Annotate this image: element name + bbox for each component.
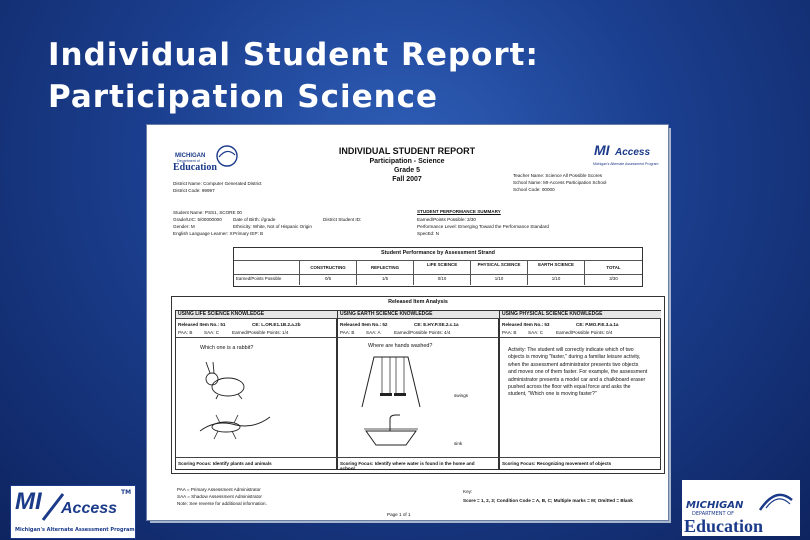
report-term: Fall 2007 <box>392 176 422 183</box>
performance-summary-heading: STUDENT PERFORMANCE SUMMARY <box>417 209 501 214</box>
panel-life-saa: SAA: C <box>204 330 220 335</box>
panel-physical-focus: Scoring Focus: Recognizing movement of objects <box>502 461 612 466</box>
ethnicity: Ethnicity: White, Not of Hispanic Origin <box>233 224 312 229</box>
panel-life-question: Which one is a rabbit? <box>200 345 254 351</box>
panel-earth-earned: Earned/Possible Points: 4/4 <box>394 330 451 335</box>
report-logo-dept: Department of <box>177 159 200 163</box>
strand-value-constructing: 0/5 <box>300 273 357 285</box>
report-grade: Grade 5 <box>393 167 421 174</box>
michigan-logo-book-icon <box>756 482 796 514</box>
footer-note: Note: See reverse for additional information. <box>177 501 267 506</box>
panel-life-focus: Scoring Focus: Identify plants and animals <box>178 461 272 466</box>
footer-key-values: Score = 1, 2, 3; Condition Code = A, B, C; Multiple marks = M; Omitted = Blank <box>463 498 633 503</box>
strand-col-reflecting: REFLECTING <box>357 261 414 274</box>
report-logo-michigan: MICHIGAN <box>175 153 206 159</box>
ell: English Language Learner: X <box>173 231 233 236</box>
panel-life-paa: PAA: B <box>178 330 193 335</box>
strand-table-title: Student Performance by Assessment Strand <box>381 250 495 256</box>
panel-physical-header: USING PHYSICAL SCIENCE KNOWLEDGE <box>500 311 661 319</box>
slide-title-line2: Participation Science <box>48 79 439 115</box>
panel-physical-ce: CE: P.MO.P.E.3.a.1a <box>576 322 619 327</box>
slide-title-line1: Individual Student Report: <box>48 37 539 73</box>
panel-earth-paa: PAA: B <box>340 330 355 335</box>
panel-life-ce: CE: L.OR.E1.1B.2.a.2b <box>252 322 301 327</box>
strand-table <box>233 247 643 287</box>
panel-earth-science <box>337 310 499 470</box>
rabbit-icon <box>198 361 258 401</box>
mi-access-logo-tm: TM <box>121 489 132 496</box>
michigan-education-logo <box>682 480 800 536</box>
district-name: District Name: Computer Generated District <box>173 181 262 186</box>
school-name: School Name: MI-Access Participation School <box>513 180 607 185</box>
swings-icon <box>356 353 426 409</box>
released-title: Released Item Analysis <box>388 299 448 305</box>
page-number: Page 1 of 1 <box>387 512 411 517</box>
report-logo-seal-icon <box>213 143 241 169</box>
performance-level: Performance Level: Emerging Toward the Performance Standard <box>417 224 549 229</box>
strand-value-row <box>234 273 642 285</box>
mi-access-logo-tagline: Michigan's Alternate Assessment Program <box>15 527 135 533</box>
sink-icon <box>360 411 430 449</box>
footer-saa: SAA = Shadow Assessment Administrator <box>177 494 262 499</box>
report-access-logo: Access <box>615 147 651 158</box>
school-code: School Code: 00000 <box>513 187 555 192</box>
district-student-id: District Student ID: <box>323 217 362 222</box>
panel-earth-saa: SAA: A <box>366 330 381 335</box>
strand-col-life: LIFE SCIENCE <box>414 261 471 274</box>
gender: Gender: M <box>173 224 195 229</box>
mi-access-logo-access: Access <box>61 500 118 517</box>
panel-physical-item: Released Item No.: 53 <box>502 322 550 327</box>
strand-col-total: TOTAL <box>606 265 621 270</box>
earned-points-summary: Earned/Points Possible: 3/30 <box>417 217 476 222</box>
student-name: Student Name: PSS1, SCORE 00 <box>173 210 242 215</box>
strand-row-label: Earned/Points Possible <box>234 273 300 285</box>
label-sink: sink <box>454 441 463 446</box>
district-code: District Code: 99997 <box>173 188 215 193</box>
strand-col-earth: EARTH SCIENCE <box>528 261 585 274</box>
michigan-logo-text: MICHIGAN <box>686 500 744 511</box>
strand-value-total: 3/30 <box>609 276 618 281</box>
panel-earth-question: Where are hands washed? <box>368 343 433 349</box>
strand-value-reflecting: 1/5 <box>357 273 414 285</box>
michigan-logo-dept: DEPARTMENT OF <box>692 511 734 517</box>
report-title: INDIVIDUAL STUDENT REPORT <box>338 146 476 156</box>
teacher-name: Teacher Name: Science All Possible Scores <box>513 173 603 178</box>
panel-life-earned: Earned/Possible Points: 1/4 <box>232 330 289 335</box>
report-subtitle: Participation - Science <box>369 158 445 165</box>
panel-earth-ce: CE: E.HY.P.SE.2.c.1a <box>414 322 459 327</box>
slide-title <box>48 34 539 118</box>
report-mi-access-tag: Michigan's Alternate Assessment Program <box>593 162 659 166</box>
panel-life-item: Released Item No.: 51 <box>178 322 226 327</box>
released-item-analysis <box>171 296 665 474</box>
strand-value-earth: 1/10 <box>528 273 585 285</box>
mi-access-logo <box>10 485 136 539</box>
label-swings: swings <box>454 393 469 398</box>
strand-value-physical: 1/10 <box>471 273 528 285</box>
panel-physical-science <box>499 310 661 470</box>
strand-col-physical: PHYSICAL SCIENCE <box>471 261 528 274</box>
report-mi-logo: MI <box>594 142 610 158</box>
report-logo-education: Education <box>173 162 217 173</box>
date-of-birth: Date of Birth: //grade <box>233 217 276 222</box>
panel-life-header: USING LIFE SCIENCE KNOWLEDGE <box>176 311 337 319</box>
student-report-document <box>146 124 669 521</box>
special-ed: SpecEd: N <box>417 231 439 236</box>
michigan-logo-education: Education <box>684 516 764 536</box>
footer-key: Key: <box>463 489 473 494</box>
panel-physical-earned: Earned/Possible Points: 0/4 <box>556 330 613 335</box>
panel-physical-saa: SAA: C <box>528 330 544 335</box>
panel-life-science <box>175 310 337 470</box>
strand-value-life: 0/10 <box>414 273 471 285</box>
panel-physical-paa: PAA: B <box>502 330 517 335</box>
panel-earth-focus: Scoring Focus: Identify where water is found in the home and school <box>340 461 475 471</box>
panel-physical-activity: Activity: The student will correctly indicate which of two objects is moving "faster," during a familiar leisure activity, when the assessment administrator presents two objects and moves one of them faster. For example, the assessment administrator presents a model car and a chalkboard eraser pushed across the floor with equal force and asks the student, "Which one is moving faster?" <box>508 347 648 398</box>
grade-uic: Grade/UIC: 5/00000000 <box>173 217 222 222</box>
primary-iep: Primary IEP: B <box>233 231 264 236</box>
lizard-icon <box>196 409 276 447</box>
panel-earth-header: USING EARTH SCIENCE KNOWLEDGE <box>338 311 499 319</box>
footer-paa: PAA = Primary Assessment Administrator <box>177 487 261 492</box>
panel-earth-item: Released Item No.: 52 <box>340 322 388 327</box>
mi-access-logo-mi: MI <box>15 488 42 515</box>
strand-col-constructing: CONSTRUCTING <box>300 261 357 274</box>
